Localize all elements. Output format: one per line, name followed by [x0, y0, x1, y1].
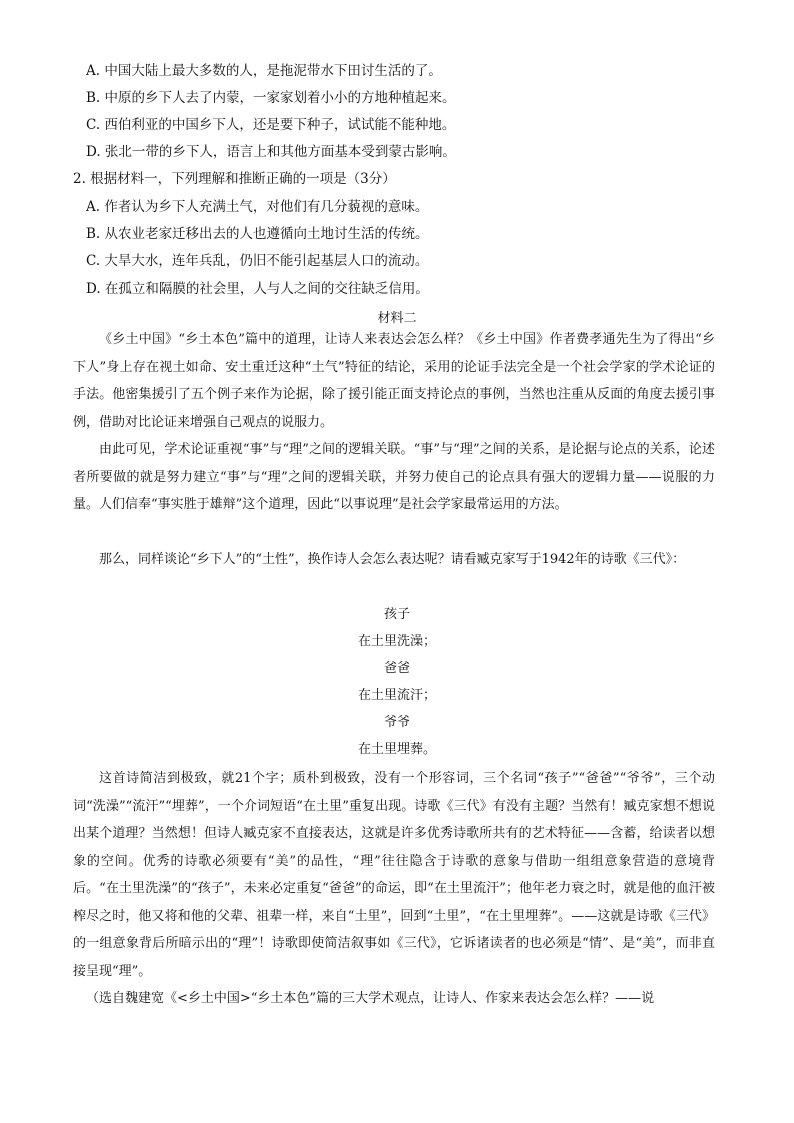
q1-option-a: A. 中国大陆上最大多数的人，是拖泥带水下田讨生活的了。 — [86, 63, 442, 79]
q2-option-a: A. 作者认为乡下人充满土气，对他们有几分藐视的意味。 — [86, 199, 429, 215]
source-citation: （选自魏建宽《<乡土中国>“乡土本色”篇的三大学术观点，让诗人、作家来表达会怎么样？——说 — [86, 991, 655, 1006]
material-title: 材料二 — [377, 311, 417, 326]
q1-option-d: D. 张北一带的乡下人，语言上和其他方面基本受到蒙古影响。 — [86, 144, 456, 160]
poem-line: 爷爷 — [383, 715, 410, 730]
paragraph-3: 那么，同样谈论“乡下人”的“土性”，换作诗人会怎么表达呢？请看臧克家写于1942年的诗歌《三代》： — [99, 552, 686, 567]
q2-stem: 2. 根据材料一，下列理解和推断正确的一项是（3分） — [73, 171, 396, 187]
q1-option-b: B. 中原的乡下人去了内蒙，一家家划着小小的方地种植起来。 — [86, 90, 456, 106]
paragraph-2: 由此可见，学术论证重视“事”与“理”之间的逻辑关联。“事”与“理”之间的关系，是论据与论点的关系，论述者所要做的就是努力建立“事”与“理”之间的逻辑关联，并努力使自己的论点具有强大的逻辑力量——说服的力量。人们信奉“事实胜于雄辩”这个道理，因此“以事说理”是社会学家最常运用的方法。 — [73, 442, 715, 512]
poem-line: 爸爸 — [383, 661, 410, 676]
paragraph-1: 《乡土中国》“乡土本色”篇中的道理，让诗人来表达会怎么样？《乡土中国》作者费孝通先生为了得出“乡下人”身上存在视土如命、安土重迁这种“土气”特征的结论，采用的论证手法完全是一个社会学家的学术论证的手法。他密集援引了五个例子来作为论据，除了援引能正面支持论点的事例，当然也注重从反面的角度去援引事例，借助对比论证来增强自己观点的说服力。 — [73, 332, 715, 430]
poem-line: 孩子 — [383, 607, 410, 622]
q2-option-c: C. 大旱大水，连年兵乱，仍旧不能引起基层人口的流动。 — [86, 253, 429, 269]
analysis-paragraph: 这首诗简洁到极致，就21个字；质朴到极致，没有一个形容词，三个名词“孩子”“爸爸”“爷爷”，三个动词“洗澡”“流汗”“埋葬”，一个介词短语“在土里”重复出现。诗歌《三代》有没有主题？当然有！臧克家想不想说出某个道理？当然想！但诗人臧克家不直接表达，这就是许多优秀诗歌所共有的艺术特征——含蓄，给读者以想象的空间。优秀的诗歌必须要有“美”的品性，“理”往往隐含于诗歌的意象与借助一组组意象营造的意境背后。“在土里洗澡”的“孩子”，未来必定重复“爸爸”的命运，即“在土里流汗”；他年老力衰之时，就是他的血汗被榨尽之时，他又将和他的父辈、祖辈一样，来自“土里”，回到“土里”，“在土里埋葬”。——这就是诗歌《三代》的一组意象背后所暗示出的“理”！诗歌即使简洁叙事如《三代》，它诉诸读者的也必须是“情”、是“美”，而非直接呈现“理”。 — [73, 771, 715, 979]
q1-option-c: C. 西伯利亚的中国乡下人，还是要下种子，试试能不能种地。 — [86, 117, 456, 133]
q2-option-d: D. 在孤立和隔膜的社会里，人与人之间的交往缺乏信用。 — [86, 281, 429, 297]
q2-option-b: B. 从农业老家迁移出去的人也遵循向土地讨生活的传统。 — [86, 226, 429, 242]
poem-line: 在土里洗澡； — [357, 634, 436, 649]
poem — [0, 601, 794, 763]
poem-line: 在土里埋葬。 — [357, 742, 436, 757]
poem-line: 在土里流汗； — [357, 688, 436, 703]
